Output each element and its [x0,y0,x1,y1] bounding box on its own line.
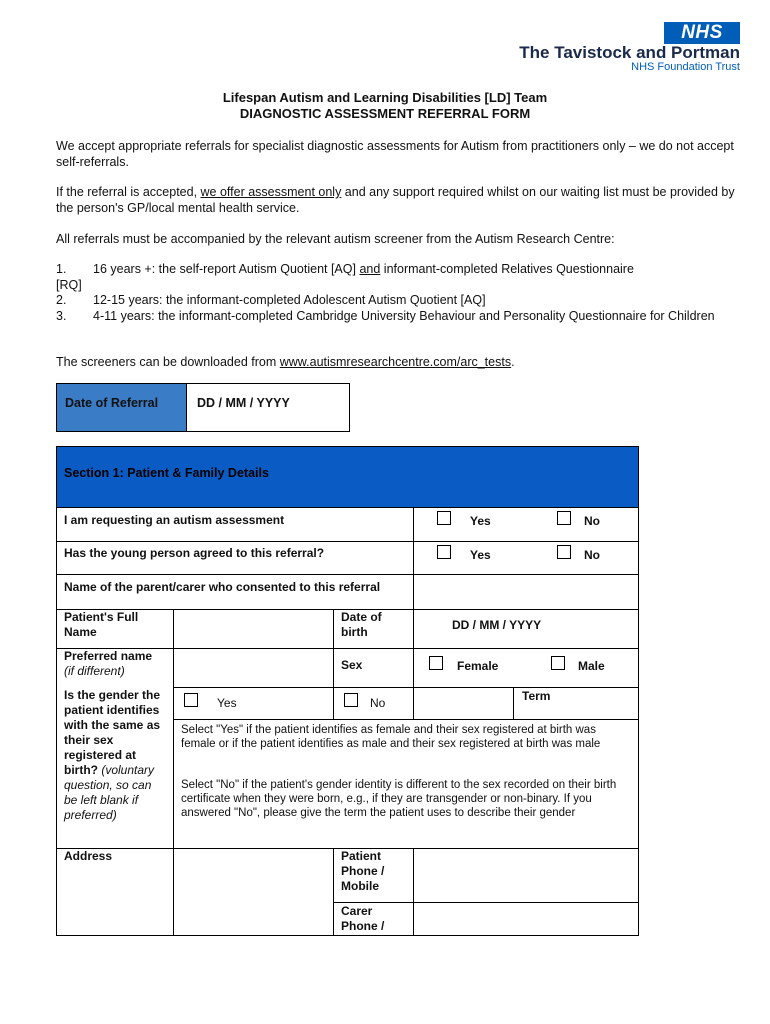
org-name: The Tavistock and Portman [519,43,740,62]
list-number: 1. [56,262,67,276]
preferred-name-field[interactable] [174,649,333,687]
male-label: Male [578,659,605,673]
if-different-note: (if different) [64,664,125,678]
title-line-2: DIAGNOSTIC ASSESSMENT REFERRAL FORM [239,106,531,121]
p4-text-a: The screeners can be downloaded from [56,355,280,369]
no-label: No [584,514,600,528]
gender-question-text: Is the gender the patient identifies with the same as their sex registered at birth? [64,688,161,777]
dob-field[interactable]: DD / MM / YYYY [452,618,542,632]
young-person-agreed-label: Has the young person agreed to this referral? [64,546,325,560]
gender-help-no: Select "No" if the patient's gender identity is different to the sex recorded on their birth certificate when they were born, e.g., if they are transgender or non-binary. If you answered "No", please give the term the patient uses to describe their gender [181,779,617,819]
yes-label: Yes [217,696,237,710]
list-1-text-a: 16 years +: the self-report Autism Quotient [AQ] [93,262,360,276]
female-label: Female [457,659,499,673]
screeners-link[interactable]: www.autismresearchcentre.com/arc_tests [279,355,512,369]
carer-phone-field[interactable] [414,903,638,935]
patient-phone-label: Patient Phone / Mobile [341,849,385,893]
p2-text-b: and any support required whilst on our waiting list must be provided by the person's GP/local mental health service. [56,185,735,215]
yes-label: Yes [470,514,491,528]
list-1-cont: [RQ] [56,278,82,292]
no-label: No [584,548,600,562]
date-of-referral-box [56,383,350,432]
patient-family-details-table [56,446,639,936]
carer-phone-label: Carer Phone / [341,904,385,933]
consenting-parent-label: Name of the parent/carer who consented to this referral [64,580,381,594]
list-number: 2. [56,293,67,307]
patient-full-name-label: Patient's Full Name [64,610,139,639]
list-1-text-b: informant-completed Relatives Questionnaire [380,262,634,276]
list-text: 12-15 years: the informant-completed Adolescent Autism Quotient [AQ] [93,293,486,307]
intro-paragraph-1: We accept appropriate referrals for specialist diagnostic assessments for Autism from practitioners only – we do not accept self-referrals. [56,139,734,169]
address-label: Address [64,849,113,863]
sex-male-checkbox[interactable] [551,656,565,670]
gender-help-yes: Select "Yes" if the patient identifies as female and their sex registered at birth was female or if the patient identifies as male and their sex registered at birth was male [181,724,601,750]
gender-yes-checkbox[interactable] [184,693,198,707]
dob-label: Date of birth [341,610,382,639]
address-field[interactable] [174,849,333,935]
agreed-yes-checkbox[interactable] [437,545,451,559]
intro-paragraph-4 [56,354,736,370]
sex-female-checkbox[interactable] [429,656,443,670]
p4-text-b: . [511,355,515,369]
sex-label: Sex [341,658,363,672]
date-of-referral-field[interactable]: DD / MM / YYYY [197,396,290,410]
no-label: No [370,696,386,710]
intro-paragraph-3: All referrals must be accompanied by the relevant autism screener from the Autism Research Centre: [56,232,615,246]
p2-text-a: If the referral is accepted, [56,185,201,199]
date-of-referral-label: Date of Referral [57,384,187,431]
gender-question [64,688,168,823]
section-heading-bar [57,447,638,508]
preferred-name-label: Preferred name [64,649,153,663]
intro-paragraph-2 [56,184,736,216]
patient-phone-field[interactable] [414,849,638,902]
requesting-assessment-label: I am requesting an autism assessment [64,513,285,527]
title-line-1: Lifespan Autism and Learning Disabilities [LD] Team [222,90,548,105]
list-item-continuation [56,277,82,293]
yes-label: Yes [470,548,491,562]
org-subtitle: NHS Foundation Trust [631,61,740,73]
list-number: 3. [56,309,67,323]
requesting-no-checkbox[interactable] [557,511,571,525]
list-text: 4-11 years: the informant-completed Cambridge University Behaviour and Personality Questionnaire for Children [93,309,715,323]
agreed-no-checkbox[interactable] [557,545,571,559]
gender-no-checkbox[interactable] [344,693,358,707]
section-1-heading: Section 1: Patient & Family Details [64,466,269,480]
requesting-yes-checkbox[interactable] [437,511,451,525]
patient-full-name-field[interactable] [174,610,333,648]
term-label: Term [522,689,551,703]
gender-voluntary-note: (voluntary question, so can be left blank if preferred) [64,763,155,822]
p2-underlined: we offer assessment only [200,185,342,199]
list-1-underlined: and [359,262,381,276]
list-text [93,261,736,277]
nhs-logo: NHS [664,22,740,44]
page-title [0,90,770,122]
consenting-parent-field[interactable] [414,575,638,609]
